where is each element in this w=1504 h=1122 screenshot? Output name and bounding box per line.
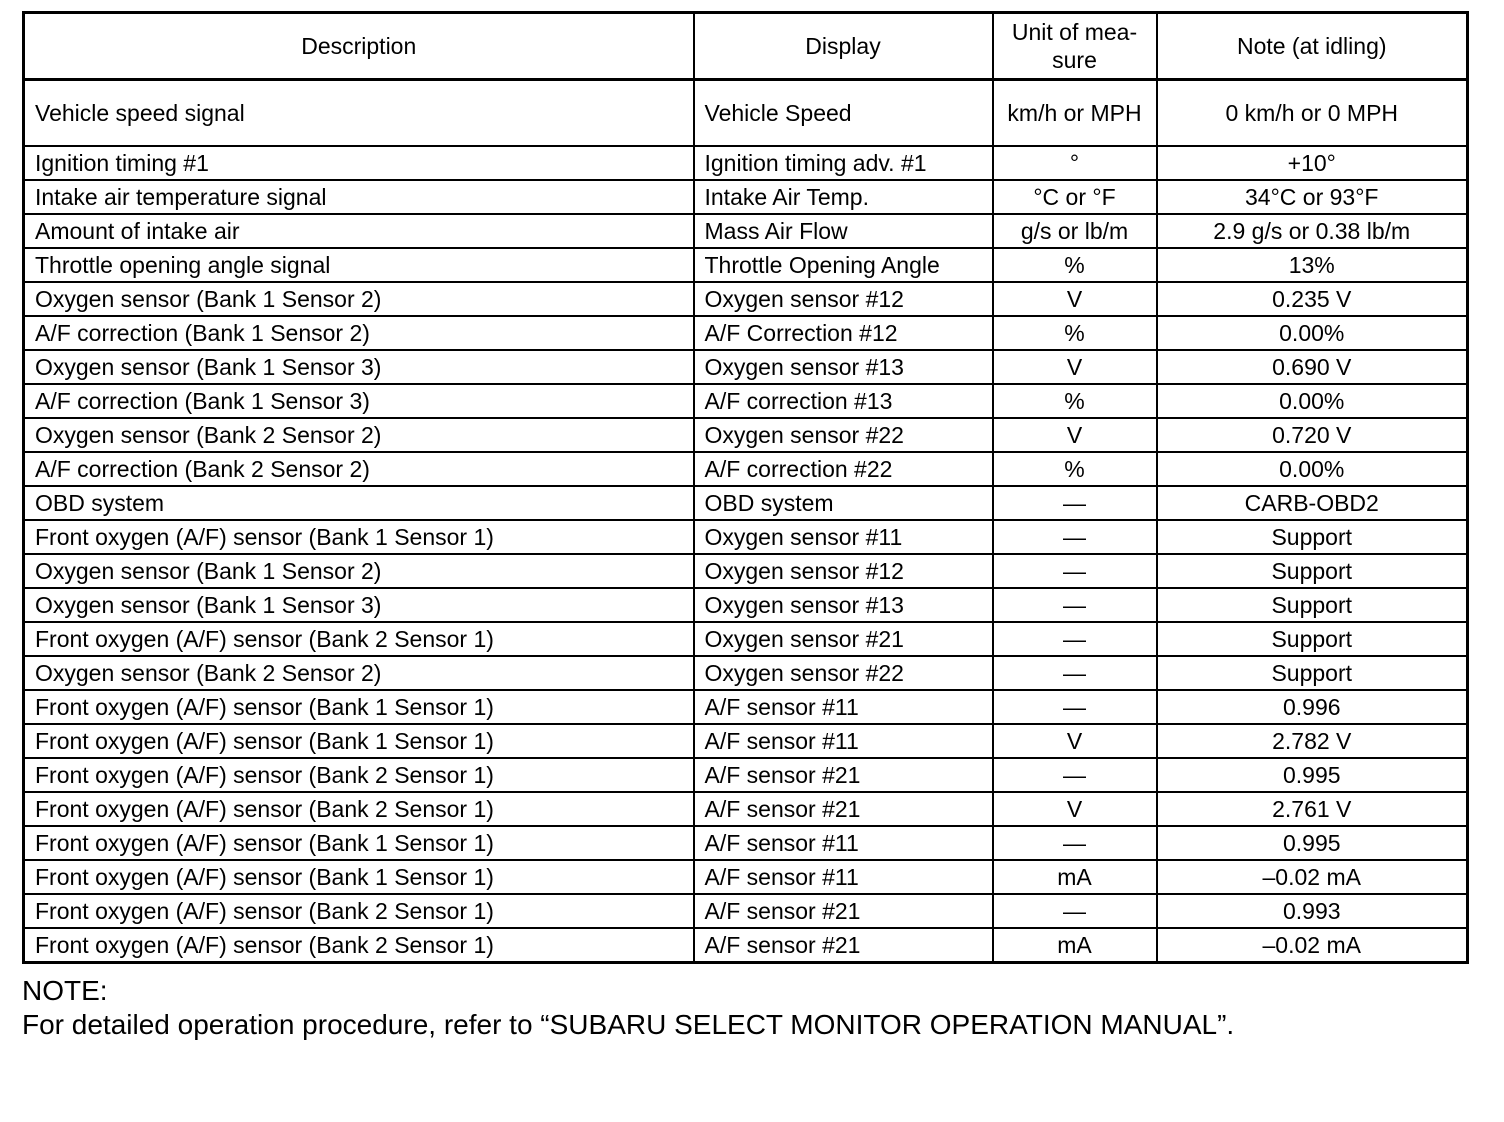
cell-description: OBD system [24, 486, 694, 520]
cell-display: Throttle Opening Angle [694, 248, 993, 282]
cell-unit: mA [993, 860, 1157, 894]
cell-description: A/F correction (Bank 2 Sensor 2) [24, 452, 694, 486]
cell-description: Amount of intake air [24, 214, 694, 248]
note-block [22, 974, 1466, 1042]
cell-description: A/F correction (Bank 1 Sensor 2) [24, 316, 694, 350]
table-row [24, 588, 1468, 622]
cell-description: Oxygen sensor (Bank 2 Sensor 2) [24, 656, 694, 690]
table-row [24, 418, 1468, 452]
table-row [24, 894, 1468, 928]
cell-note: 0.996 [1157, 690, 1468, 724]
cell-display: Oxygen sensor #13 [694, 588, 993, 622]
table-row [24, 248, 1468, 282]
table-row [24, 792, 1468, 826]
table-row [24, 452, 1468, 486]
cell-description: Front oxygen (A/F) sensor (Bank 1 Sensor 1) [24, 520, 694, 554]
cell-note: 0.00% [1157, 452, 1468, 486]
cell-unit: V [993, 350, 1157, 384]
cell-note: +10° [1157, 146, 1468, 180]
cell-unit: % [993, 316, 1157, 350]
cell-description: Front oxygen (A/F) sensor (Bank 1 Sensor 1) [24, 860, 694, 894]
cell-note: Support [1157, 588, 1468, 622]
note-text: For detailed operation procedure, refer to “SUBARU SELECT MONITOR OPERATION MANUAL”. [22, 1009, 1235, 1040]
cell-description: Oxygen sensor (Bank 1 Sensor 3) [24, 588, 694, 622]
cell-note: 0.720 V [1157, 418, 1468, 452]
cell-unit: — [993, 894, 1157, 928]
cell-unit: — [993, 690, 1157, 724]
cell-display: A/F sensor #11 [694, 724, 993, 758]
table-row [24, 80, 1468, 147]
cell-unit: V [993, 282, 1157, 316]
cell-description: Oxygen sensor (Bank 1 Sensor 2) [24, 554, 694, 588]
cell-description: Front oxygen (A/F) sensor (Bank 2 Sensor 1) [24, 928, 694, 963]
cell-note: 13% [1157, 248, 1468, 282]
table-row [24, 350, 1468, 384]
table-row [24, 758, 1468, 792]
table-body [24, 80, 1468, 963]
header-unit: Unit of mea-sure [993, 13, 1157, 80]
cell-display: Oxygen sensor #12 [694, 282, 993, 316]
cell-display: Oxygen sensor #12 [694, 554, 993, 588]
cell-description: Ignition timing #1 [24, 146, 694, 180]
cell-display: Oxygen sensor #11 [694, 520, 993, 554]
cell-description: Front oxygen (A/F) sensor (Bank 1 Sensor 1) [24, 826, 694, 860]
cell-description: Oxygen sensor (Bank 1 Sensor 3) [24, 350, 694, 384]
cell-unit: — [993, 486, 1157, 520]
cell-display: A/F sensor #11 [694, 826, 993, 860]
cell-unit: V [993, 418, 1157, 452]
cell-display: A/F sensor #11 [694, 860, 993, 894]
cell-note: 34°C or 93°F [1157, 180, 1468, 214]
cell-note: –0.02 mA [1157, 860, 1468, 894]
cell-unit: g/s or lb/m [993, 214, 1157, 248]
cell-description: Front oxygen (A/F) sensor (Bank 2 Sensor 1) [24, 758, 694, 792]
cell-description: Vehicle speed signal [24, 80, 694, 147]
cell-description: Intake air temperature signal [24, 180, 694, 214]
cell-unit: — [993, 588, 1157, 622]
table-row [24, 214, 1468, 248]
cell-description: A/F correction (Bank 1 Sensor 3) [24, 384, 694, 418]
cell-unit: km/h or MPH [993, 80, 1157, 147]
cell-unit: — [993, 622, 1157, 656]
table-row [24, 316, 1468, 350]
cell-unit: — [993, 826, 1157, 860]
cell-description: Front oxygen (A/F) sensor (Bank 1 Sensor 1) [24, 724, 694, 758]
table-row [24, 690, 1468, 724]
table-row [24, 860, 1468, 894]
header-note: Note (at idling) [1157, 13, 1468, 80]
cell-note: –0.02 mA [1157, 928, 1468, 963]
header-display: Display [694, 13, 993, 80]
cell-description: Front oxygen (A/F) sensor (Bank 1 Sensor 1) [24, 690, 694, 724]
table-row [24, 724, 1468, 758]
cell-display: A/F sensor #21 [694, 792, 993, 826]
cell-unit: % [993, 248, 1157, 282]
cell-description: Oxygen sensor (Bank 2 Sensor 2) [24, 418, 694, 452]
cell-unit: mA [993, 928, 1157, 963]
cell-description: Throttle opening angle signal [24, 248, 694, 282]
table-row [24, 554, 1468, 588]
document-page [22, 11, 1466, 1042]
cell-note: 0.00% [1157, 384, 1468, 418]
cell-note: 0.235 V [1157, 282, 1468, 316]
cell-description: Oxygen sensor (Bank 1 Sensor 2) [24, 282, 694, 316]
cell-unit: % [993, 384, 1157, 418]
cell-description: Front oxygen (A/F) sensor (Bank 2 Sensor 1) [24, 792, 694, 826]
cell-display: A/F correction #13 [694, 384, 993, 418]
cell-note: Support [1157, 622, 1468, 656]
cell-unit: V [993, 724, 1157, 758]
cell-unit: — [993, 520, 1157, 554]
table-row [24, 622, 1468, 656]
cell-display: Oxygen sensor #22 [694, 418, 993, 452]
cell-display: A/F Correction #12 [694, 316, 993, 350]
cell-note: 0 km/h or 0 MPH [1157, 80, 1468, 147]
table-row [24, 146, 1468, 180]
cell-unit: — [993, 758, 1157, 792]
data-table [22, 11, 1469, 964]
cell-note: Support [1157, 554, 1468, 588]
cell-display: Oxygen sensor #21 [694, 622, 993, 656]
table-row [24, 928, 1468, 963]
table-header-row [24, 13, 1468, 80]
cell-display: Ignition timing adv. #1 [694, 146, 993, 180]
cell-display: A/F correction #22 [694, 452, 993, 486]
cell-unit: V [993, 792, 1157, 826]
cell-note: CARB-OBD2 [1157, 486, 1468, 520]
cell-display: A/F sensor #21 [694, 894, 993, 928]
cell-display: Mass Air Flow [694, 214, 993, 248]
cell-display: A/F sensor #21 [694, 758, 993, 792]
cell-description: Front oxygen (A/F) sensor (Bank 2 Sensor 1) [24, 622, 694, 656]
cell-unit: ° [993, 146, 1157, 180]
cell-unit: °C or °F [993, 180, 1157, 214]
cell-display: OBD system [694, 486, 993, 520]
cell-note: Support [1157, 656, 1468, 690]
cell-display: A/F sensor #21 [694, 928, 993, 963]
table-row [24, 826, 1468, 860]
cell-note: 2.9 g/s or 0.38 lb/m [1157, 214, 1468, 248]
note-label: NOTE: [22, 975, 108, 1006]
cell-note: 0.995 [1157, 826, 1468, 860]
header-description: Description [24, 13, 694, 80]
cell-display: Vehicle Speed [694, 80, 993, 147]
cell-display: Oxygen sensor #22 [694, 656, 993, 690]
table-row [24, 520, 1468, 554]
cell-note: 2.782 V [1157, 724, 1468, 758]
cell-note: 0.00% [1157, 316, 1468, 350]
table-row [24, 384, 1468, 418]
cell-unit: — [993, 554, 1157, 588]
cell-note: 2.761 V [1157, 792, 1468, 826]
table-row [24, 656, 1468, 690]
cell-description: Front oxygen (A/F) sensor (Bank 2 Sensor 1) [24, 894, 694, 928]
cell-note: 0.993 [1157, 894, 1468, 928]
cell-unit: — [993, 656, 1157, 690]
cell-unit: % [993, 452, 1157, 486]
cell-display: Oxygen sensor #13 [694, 350, 993, 384]
table-row [24, 180, 1468, 214]
cell-note: 0.690 V [1157, 350, 1468, 384]
cell-note: Support [1157, 520, 1468, 554]
cell-note: 0.995 [1157, 758, 1468, 792]
table-row [24, 486, 1468, 520]
cell-display: A/F sensor #11 [694, 690, 993, 724]
table-row [24, 282, 1468, 316]
cell-display: Intake Air Temp. [694, 180, 993, 214]
